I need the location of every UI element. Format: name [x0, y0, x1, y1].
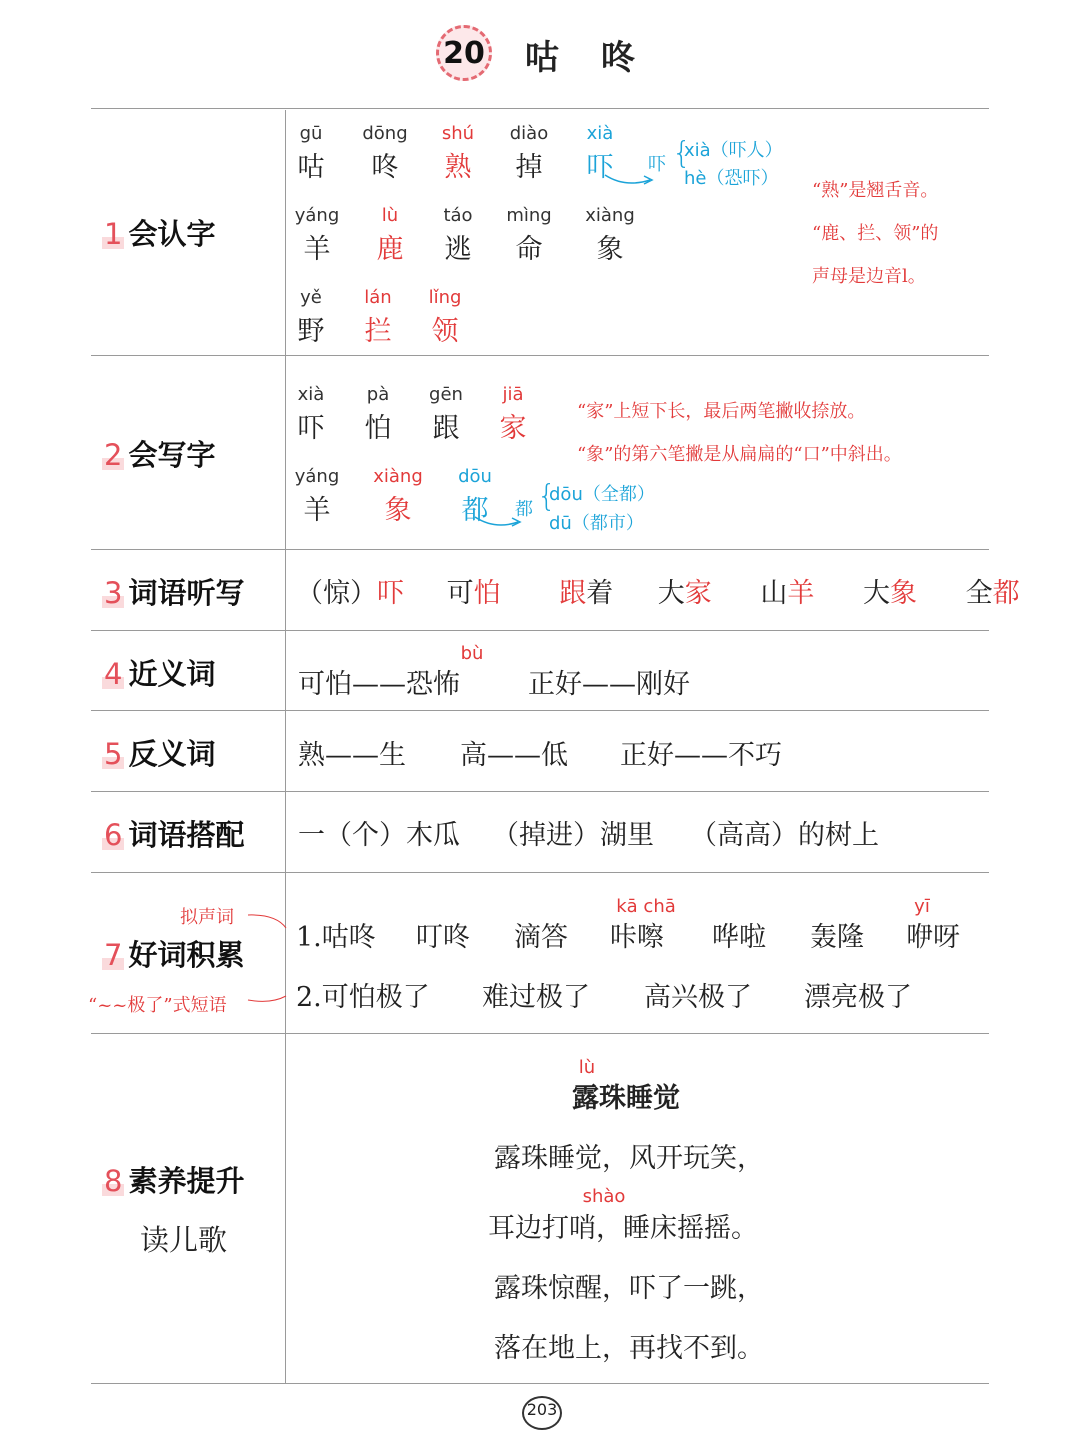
char-hanzi: 羊: [303, 234, 331, 265]
char-pinyin: diào: [509, 123, 549, 144]
word: （惊）吓: [296, 578, 404, 609]
char-pinyin: lù: [381, 205, 399, 226]
arrow-icon: [470, 512, 530, 532]
pinyin-note: bù: [460, 643, 484, 664]
section-2-label: 2 会写字: [104, 438, 216, 472]
word: 大象: [862, 578, 917, 609]
char-hanzi: 吓: [297, 413, 325, 444]
divider: [91, 355, 989, 356]
dictation-words: [296, 571, 1020, 610]
note-line: “象”的第六笔撇是从扁扁的“口”中斜出。: [577, 444, 902, 465]
divider: [91, 872, 989, 873]
divider: [91, 549, 989, 550]
char-hanzi: 羊: [303, 495, 331, 526]
char-hanzi: 咕: [297, 152, 325, 183]
section-8-label: 8 素养提升: [104, 1164, 245, 1198]
char-pinyin: jiā: [502, 384, 524, 405]
poem-line: 耳边打哨，睡床摇摇。: [488, 1213, 758, 1244]
char-hanzi: 逃: [444, 234, 472, 265]
note-line: “熟”是翘舌音。: [812, 180, 939, 201]
char-pinyin: yě: [300, 287, 322, 308]
brace-icon: {: [672, 136, 692, 171]
polyphone-reading-2: hè（恐吓）: [684, 168, 779, 189]
char-hanzi: 象: [596, 234, 624, 265]
char-hanzi: 鹿: [376, 234, 404, 265]
arrow-icon: [246, 908, 290, 1008]
char-pinyin: yáng: [294, 466, 340, 487]
word: 漂亮极了: [804, 982, 912, 1013]
word: 全都: [965, 578, 1020, 609]
char-hanzi: 拦: [364, 316, 392, 347]
char-hanzi: 怕: [364, 413, 392, 444]
pinyin-note: yī: [914, 896, 930, 917]
section-3-label: 3 词语听写: [104, 576, 245, 610]
antonym-pair: 高——低: [460, 740, 568, 771]
synonym-pair: 正好——刚好: [528, 669, 690, 700]
word: 咿呀: [906, 922, 960, 953]
pinyin-note: kā chā: [616, 896, 676, 917]
char-pinyin: lǐng: [428, 287, 462, 308]
divider: [91, 1033, 989, 1034]
char-hanzi: 命: [515, 234, 543, 265]
word: 可怕: [446, 578, 501, 609]
char-pinyin: dōu: [458, 466, 492, 487]
char-pinyin: shú: [441, 123, 475, 144]
char-pinyin: xiàng: [585, 205, 635, 226]
poem-line: 落在地上，再找不到。: [494, 1333, 764, 1364]
divider: [91, 791, 989, 792]
char-pinyin: dōng: [362, 123, 408, 144]
divider: [91, 630, 989, 631]
word: 大家: [657, 578, 712, 609]
word-list-1: [296, 915, 960, 954]
section-5-label: 5 反义词: [104, 737, 216, 771]
divider: [91, 710, 989, 711]
word: 跟着: [559, 578, 614, 609]
brace-icon: {: [537, 479, 557, 514]
polyphone-reading-1: dōu（全都）: [549, 484, 655, 505]
section-1-label: 1 会认字: [104, 217, 216, 251]
char-pinyin: yáng: [294, 205, 340, 226]
phrase: 一（个）木瓜: [298, 820, 460, 851]
note-line: 声母是边音l。: [812, 266, 926, 287]
lesson-number-badge: 20: [436, 25, 492, 81]
char-pinyin: táo: [443, 205, 473, 226]
char-pinyin: gēn: [429, 384, 463, 405]
char-pinyin: xià: [297, 384, 325, 405]
phrase: （高高）的树上: [690, 820, 879, 851]
synonym-pair: 可怕——恐怖: [298, 669, 460, 700]
annotation: “~~极了”式短语: [88, 995, 227, 1016]
word: 轰隆: [810, 922, 864, 953]
char-hanzi: 都: [461, 495, 489, 526]
lesson-header: [0, 0, 1080, 100]
antonym-pair: 正好——不巧: [620, 740, 782, 771]
polyphone-reading-2: dū（都市）: [549, 513, 644, 534]
polyphone-reading-1: xià（吓人）: [684, 140, 783, 161]
section-4-label: 4 近义词: [104, 657, 216, 691]
pinyin-note: shào: [582, 1186, 626, 1207]
pinyin-note: lù: [578, 1057, 596, 1078]
word: 难过极了: [482, 982, 590, 1013]
char-hanzi: 象: [384, 495, 412, 526]
phrase: （掉进）湖里: [492, 820, 654, 851]
arrow-icon: [600, 170, 660, 190]
section-6-label: 6 词语搭配: [104, 818, 245, 852]
char-hanzi: 咚: [371, 152, 399, 183]
lesson-title: 咕咚: [525, 38, 677, 78]
polyphone-char: 都: [515, 499, 533, 520]
word-list-2: [296, 975, 912, 1014]
polyphone-char: 吓: [648, 154, 666, 175]
poem-title: 露珠睡觉: [572, 1083, 680, 1114]
divider: [91, 1383, 989, 1384]
char-hanzi: 家: [499, 413, 527, 444]
word: 高兴极了: [644, 982, 752, 1013]
antonym-pair: 熟——生: [298, 740, 406, 771]
char-hanzi: 掉: [515, 152, 543, 183]
char-hanzi: 吓: [586, 152, 614, 183]
char-hanzi: 跟: [432, 413, 460, 444]
word: 1.咕咚: [296, 922, 376, 953]
poem-line: 露珠惊醒，吓了一跳，: [494, 1273, 764, 1304]
char-pinyin: pà: [366, 384, 390, 405]
word: 咔嚓: [610, 922, 664, 953]
poem-line: 露珠睡觉，风开玩笑，: [494, 1143, 764, 1174]
char-pinyin: xià: [586, 123, 614, 144]
word: 2.可怕极了: [296, 982, 430, 1013]
column-divider: [285, 110, 286, 1383]
char-hanzi: 领: [431, 316, 459, 347]
word: 叮咚: [416, 922, 470, 953]
page-number: 203: [522, 1396, 562, 1430]
divider: [91, 108, 989, 109]
word: 滴答: [514, 922, 568, 953]
char-hanzi: 野: [297, 316, 325, 347]
annotation: 拟声词: [180, 907, 234, 928]
char-pinyin: xiàng: [373, 466, 423, 487]
section-8-sublabel: 读儿歌: [140, 1223, 228, 1257]
char-pinyin: lán: [364, 287, 392, 308]
char-hanzi: 熟: [444, 152, 472, 183]
char-pinyin: mìng: [506, 205, 552, 226]
section-7-label: 7 好词积累: [104, 938, 245, 972]
char-pinyin: gū: [299, 123, 323, 144]
note-line: “鹿、拦、领”的: [812, 223, 939, 244]
word: 哗啦: [712, 922, 766, 953]
note-line: “家”上短下长，最后两笔撇收捺放。: [577, 401, 866, 422]
word: 山羊: [760, 578, 815, 609]
